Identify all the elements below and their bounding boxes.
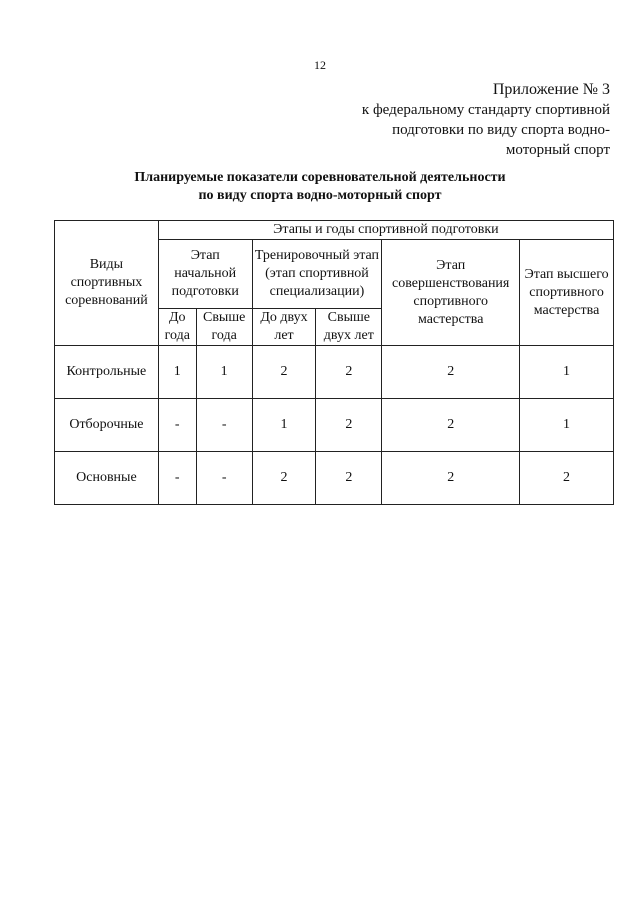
document-title <box>0 169 640 205</box>
competition-type: Контрольные <box>55 346 159 399</box>
document-title-line1: Планируемые показатели соревновательной деятельности <box>134 170 506 185</box>
table-cell: 1 <box>196 346 252 399</box>
table-cell: 2 <box>316 399 382 452</box>
competition-type: Основные <box>55 452 159 505</box>
stage-header: Этап высшего спортивного мастерства <box>520 240 614 346</box>
table-row <box>55 346 614 399</box>
table-row <box>55 452 614 505</box>
subheader: Свыше года <box>196 309 252 346</box>
table-cell: - <box>158 452 196 505</box>
table-cell: 1 <box>520 399 614 452</box>
stage-header: Этап совершенствования спортивного мастерства <box>382 240 520 346</box>
stage-header: Тренировочный этап (этап спортивной специализации) <box>252 240 382 309</box>
table-cell: 2 <box>382 452 520 505</box>
group-header: Этапы и годы спортивной подготовки <box>158 221 613 240</box>
table-header-row <box>55 221 614 240</box>
subheader: Свыше двух лет <box>316 309 382 346</box>
table-cell: 2 <box>316 452 382 505</box>
table-cell: 1 <box>520 346 614 399</box>
table-cell: - <box>196 399 252 452</box>
table-cell: - <box>196 452 252 505</box>
competition-table <box>54 220 614 505</box>
competition-type: Отборочные <box>55 399 159 452</box>
table-cell: 2 <box>382 346 520 399</box>
row-header-label: Виды спортивных соревнований <box>55 221 159 346</box>
subheader: До года <box>158 309 196 346</box>
document-title-line2: по виду спорта водно-моторный спорт <box>198 188 442 203</box>
annex-block <box>362 80 610 160</box>
table-cell: 2 <box>252 452 316 505</box>
table-cell: - <box>158 399 196 452</box>
table-cell: 2 <box>252 346 316 399</box>
subheader: До двух лет <box>252 309 316 346</box>
annex-line: подготовки по виду спорта водно- <box>392 122 610 138</box>
annex-line: моторный спорт <box>505 142 610 158</box>
table-cell: 2 <box>316 346 382 399</box>
page-number: 12 <box>314 58 326 72</box>
table-row <box>55 399 614 452</box>
table-cell: 2 <box>520 452 614 505</box>
table-cell: 1 <box>252 399 316 452</box>
table-cell: 1 <box>158 346 196 399</box>
stage-header: Этап начальной подготовки <box>158 240 252 309</box>
annex-line: к федеральному стандарту спортивной <box>361 102 610 118</box>
annex-title: Приложение № 3 <box>492 81 610 98</box>
table-cell: 2 <box>382 399 520 452</box>
